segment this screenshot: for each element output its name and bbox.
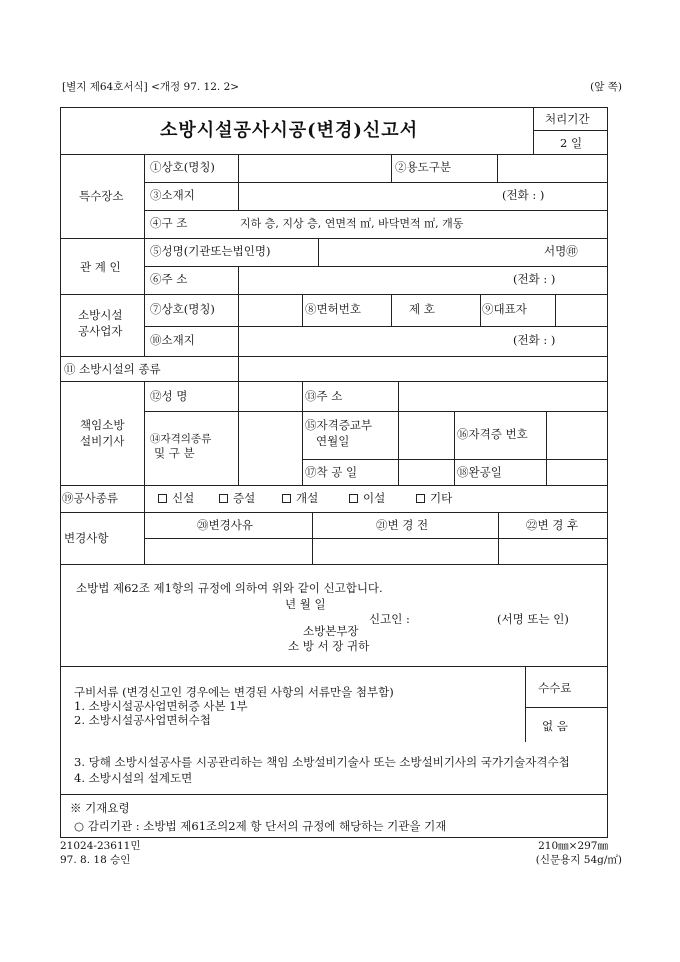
document-item-2: 2. 소방시설공사업면허수첩	[74, 713, 211, 727]
declaration-date: 년 월 일	[285, 597, 326, 611]
engineer-name-label: ⑫성 명	[150, 389, 188, 403]
change-section: 변경사항	[64, 531, 109, 545]
checkbox-icon	[349, 494, 358, 503]
contractor-address-label: ⑩소재지	[150, 333, 195, 347]
engineer-address-label: ⑬주 소	[305, 389, 343, 403]
address-label: ③소재지	[150, 188, 195, 202]
cert-number-label: ⑯자격증 번호	[457, 427, 528, 441]
document-item-3: 3. 당해 소방시설공사를 시공관리하는 책임 소방설비기술사 또는 소방설비기사의 국가기술자격수첩	[74, 755, 570, 769]
cert-issue-date-label-line1: ⑮자격증교부	[305, 418, 373, 432]
use-class-label: ②용도구분	[395, 160, 451, 174]
option-relocation[interactable]: 이설	[349, 493, 385, 505]
form-reference: [별지 제64호서식] <개정 97. 12. 2>	[62, 81, 240, 93]
checkbox-icon	[219, 494, 228, 503]
option-other[interactable]: 기타	[416, 493, 452, 505]
structure-label: ④구 조	[150, 216, 188, 230]
option-new[interactable]: 신설	[158, 493, 194, 505]
processing-value: 2 일	[560, 136, 583, 150]
option-renovation[interactable]: 개설	[282, 493, 318, 505]
approval-date: 97. 8. 18 승인	[60, 854, 131, 866]
business-name-label: ①상호(명칭)	[150, 160, 215, 174]
checkbox-icon	[416, 494, 425, 503]
page-side-label: (앞 쪽)	[590, 81, 622, 93]
structure-text: 지하 층, 지상 층, 연면적 ㎡, 바닥면적 ㎡, 개동	[240, 217, 464, 230]
option-expansion[interactable]: 증설	[219, 493, 255, 505]
document-item-1: 1. 소방시설공사업면허증 사본 1부	[74, 699, 248, 713]
related-name-label: ⑤성명(기관또는법인명)	[150, 244, 271, 258]
license-number-label: ⑧면허번호	[305, 302, 361, 316]
fee-value: 없 음	[542, 719, 568, 733]
change-before-label: ㉑변 경 전	[376, 518, 429, 532]
notes-title: ※ 기재요령	[70, 801, 130, 815]
contractor-section-line2: 공사업자	[78, 324, 123, 338]
signature-label: (서명 또는 인)	[497, 612, 569, 626]
cert-type-label-line2: 및 구 분	[154, 446, 195, 460]
facility-type-label: ⑪ 소방시설의 종류	[64, 362, 161, 376]
start-date-label: ⑰착 공 일	[305, 465, 358, 479]
change-reason-label: ⑳변경사유	[197, 518, 253, 532]
paper-size: 210㎜×297㎜	[538, 840, 608, 852]
processing-label: 처리기간	[545, 112, 590, 126]
related-address-label: ⑥주 소	[150, 272, 188, 286]
cert-type-label-line1: ⑭자격의종류	[150, 433, 212, 445]
contractor-phone-label: (전화 : )	[513, 333, 556, 347]
engineer-section-line1: 책임소방	[80, 418, 125, 432]
fee-label: 수수료	[538, 681, 572, 695]
cert-issue-date-label-line2: 연월일	[316, 434, 350, 448]
recipient-line2: 소 방 서 장 귀하	[288, 639, 370, 653]
document-item-4: 4. 소방시설의 설계도면	[74, 771, 193, 785]
related-person-section: 관 계 인	[80, 260, 121, 274]
recipient-line1: 소방본부장	[303, 624, 359, 638]
representative-label: ⑨대표자	[482, 302, 527, 316]
work-type-label: ⑲공사종류	[62, 491, 118, 505]
notes-item: ○ 감리기관 : 소방법 제61조의2제 항 단서의 규정에 해당하는 기관을 기재	[74, 819, 447, 833]
special-place-section: 특수장소	[79, 189, 124, 203]
checkbox-icon	[282, 494, 291, 503]
related-phone-label: (전화 : )	[513, 272, 556, 286]
form-code: 21024-23611민	[60, 840, 141, 852]
form-title: 소방시설공사시공(변경)신고서	[160, 120, 419, 141]
completion-date-label: ⑱완공일	[457, 465, 502, 479]
change-after-label: ㉒변 경 후	[526, 518, 579, 532]
paper-spec: (신문용지 54g/㎡)	[535, 854, 622, 866]
engineer-section-line2: 설비기사	[80, 434, 125, 448]
declaration-statement: 소방법 제62조 제1항의 규정에 의하여 위와 같이 신고합니다.	[76, 581, 383, 595]
checkbox-icon	[158, 494, 167, 503]
applicant-label: 신고인 :	[369, 612, 410, 626]
phone-label: (전화 : )	[502, 188, 545, 202]
contractor-name-label: ⑦상호(명칭)	[150, 302, 215, 316]
contractor-section-line1: 소방시설	[78, 308, 123, 322]
license-number-value: 제 호	[409, 302, 435, 316]
documents-title: 구비서류 (변경신고인 경우에는 변경된 사항의 서류만을 첨부함)	[74, 685, 394, 699]
signature-seal-label: 서명㊞	[544, 244, 578, 258]
